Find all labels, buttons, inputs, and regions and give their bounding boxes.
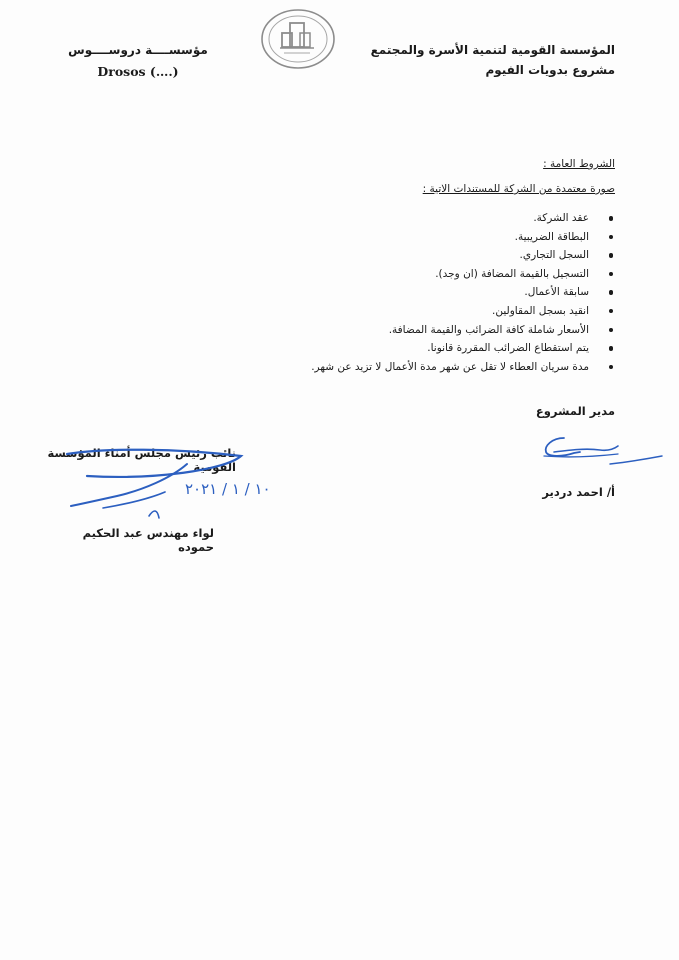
handwritten-date: ١٠ / ١ / ٢٠٢١ (185, 480, 271, 498)
terms-list-item: التسجيل بالقيمة المضافة (ان وجد). (195, 265, 589, 284)
terms-title: الشروط العامة : (543, 158, 615, 170)
project-manager-title: مدير المشروع (535, 404, 615, 418)
foundation-name-ar: مؤسســــة دروســــوس (68, 43, 208, 57)
terms-intro: صورة معتمدة من الشركة للمستندات الاتية : (422, 183, 615, 195)
terms-list-item: مدة سريان العطاء لا تقل عن شهر مدة الأعمال لا تزيد عن شهر. (195, 358, 589, 377)
terms-list-item: سابقة الأعمال. (195, 283, 589, 302)
organization-name: المؤسسة القومية لتنمية الأسرة والمجتمع (370, 43, 615, 57)
foundation-name-en: Drosos (….) (97, 64, 179, 79)
project-name: مشروع بدويات الفيوم (485, 63, 615, 77)
project-manager-name: أ/ احمد دردير (542, 485, 615, 499)
terms-list-item: عقد الشركة. (195, 209, 589, 228)
vice-president-name: لواء مهندس عبد الحكيم حموده (82, 526, 214, 554)
terms-list-item: الأسعار شاملة كافة الضرائب والقيمة المضافة. (195, 321, 589, 340)
terms-list-item: انقيد بسجل المقاولين. (195, 302, 589, 321)
general-terms-section (195, 158, 615, 376)
vice-president-signature (65, 446, 271, 530)
terms-list-item: البطاقة الضريبية. (195, 228, 589, 247)
terms-list-item: يتم استقطاع الضرائب المقررة قانونا. (195, 339, 589, 358)
terms-list (195, 209, 615, 376)
terms-list-item: السجل التجاري. (195, 246, 589, 265)
vice-president-title: نائب رئيس مجلس أمناء المؤسسة القومية (47, 446, 236, 474)
organization-logo (260, 8, 336, 70)
project-manager-signature (540, 432, 665, 472)
foundation-header (58, 40, 218, 82)
organization-header (335, 40, 615, 80)
